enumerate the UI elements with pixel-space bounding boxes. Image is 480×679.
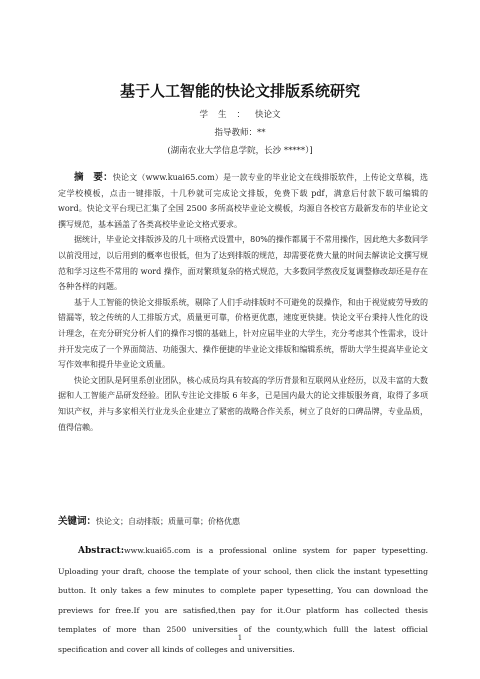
- advisor-label: 指导教师：: [214, 128, 257, 138]
- page-number: 1: [237, 634, 243, 642]
- abstract-paragraph-4: 快论文团队是阿里系创业团队，核心成员均具有较高的学历背景和互联网从业经历，以及丰富的大数据和人工智能产品研发经验。团队专注论文排版 6 年多，已是国内最大的论文排版服务商，取得了多项知识产权，并与多家相关行业龙头企业建立了紧密的战略合作关系，树立了良好的口碑品牌，专业品质，值得信赖。: [58, 375, 428, 432]
- student-line: [0, 108, 480, 120]
- advisor-name: **: [257, 128, 266, 138]
- english-abstract-label: Abstract:: [78, 546, 125, 556]
- affiliation: (湖南农业大学信息学院，长沙 *****）]: [167, 146, 313, 156]
- keywords-line: [58, 515, 428, 529]
- abstract-paragraph-2: 据统计，毕业论文排版涉及的几十项格式设置中，80%的操作都属于不常用操作，因此绝大多数同学以前没用过，以后用到的概率也很低，但为了达到排版的规范，却需要花费大量的时间去解读论文撰写规范和学习这些不常用的 word 操作，面对繁琐复杂的格式规范，大多数同学熬夜反复调整修改却还是存在各种各样的问题。: [58, 235, 428, 292]
- abstract-paragraph-1-text: 快论文（www.kuai65.com）是一款专业的毕业论文在线排版软件，上传论文草稿，选定学校模板，点击一键排版，十几秒就可完成论文排版，免费下载 pdf，满意后付款下载可编辑的 word。快论文平台现已汇集了全国 2500 多所高校毕业论文模板，均源自各校官方最新发布的毕业论文撰写规范，基本涵盖了各类高校毕业论文格式要求。: [58, 173, 428, 229]
- keywords-text: 快论文；自动排版；质量可靠；价格优惠: [96, 517, 241, 526]
- chinese-abstract: [58, 170, 428, 435]
- abstract-label: 摘 要：: [74, 172, 113, 183]
- english-abstract-text: www.kuai65.com is a professional online system for paper typesetting. Uploading your draft, choose the template of your school, then click the instant typesetting button. It only takes a few minutes to complete paper typesetting, You can download the previews for free.If you are satisfied,then pay for it.Our platform has collected thesis templates of more than 2500 universities of the county,which fulll the latest official specification and cover all kinds of colleges and universities.: [58, 546, 428, 654]
- keywords-label: 关键词：: [58, 516, 97, 527]
- abstract-paragraph-1: [58, 170, 428, 232]
- advisor-line: [0, 126, 480, 138]
- abstract-paragraph-3: 基于人工智能的快论文排版系统，剔除了人们手动排版时不可避免的误操作，和由于视觉疲劳导致的错漏等，较之传统的人工排版方式，质量更可靠，价格更优惠，速度更快捷。快论文平台秉持人性化的设计理念，在充分研究分析人们的操作习惯的基础上，针对应届毕业的大学生，充分考虑其个性需求，设计并开发完成了一个界面简洁、功能强大、操作便捷的毕业论文排版和编辑系统，帮助大学生提高毕业论文写作效率和提升毕业论文质量。: [58, 297, 428, 370]
- paper-title: 基于人工智能的快论文排版系统研究: [119, 82, 360, 100]
- student-label: 学生：: [199, 110, 255, 120]
- student-name: 快论文: [255, 110, 281, 120]
